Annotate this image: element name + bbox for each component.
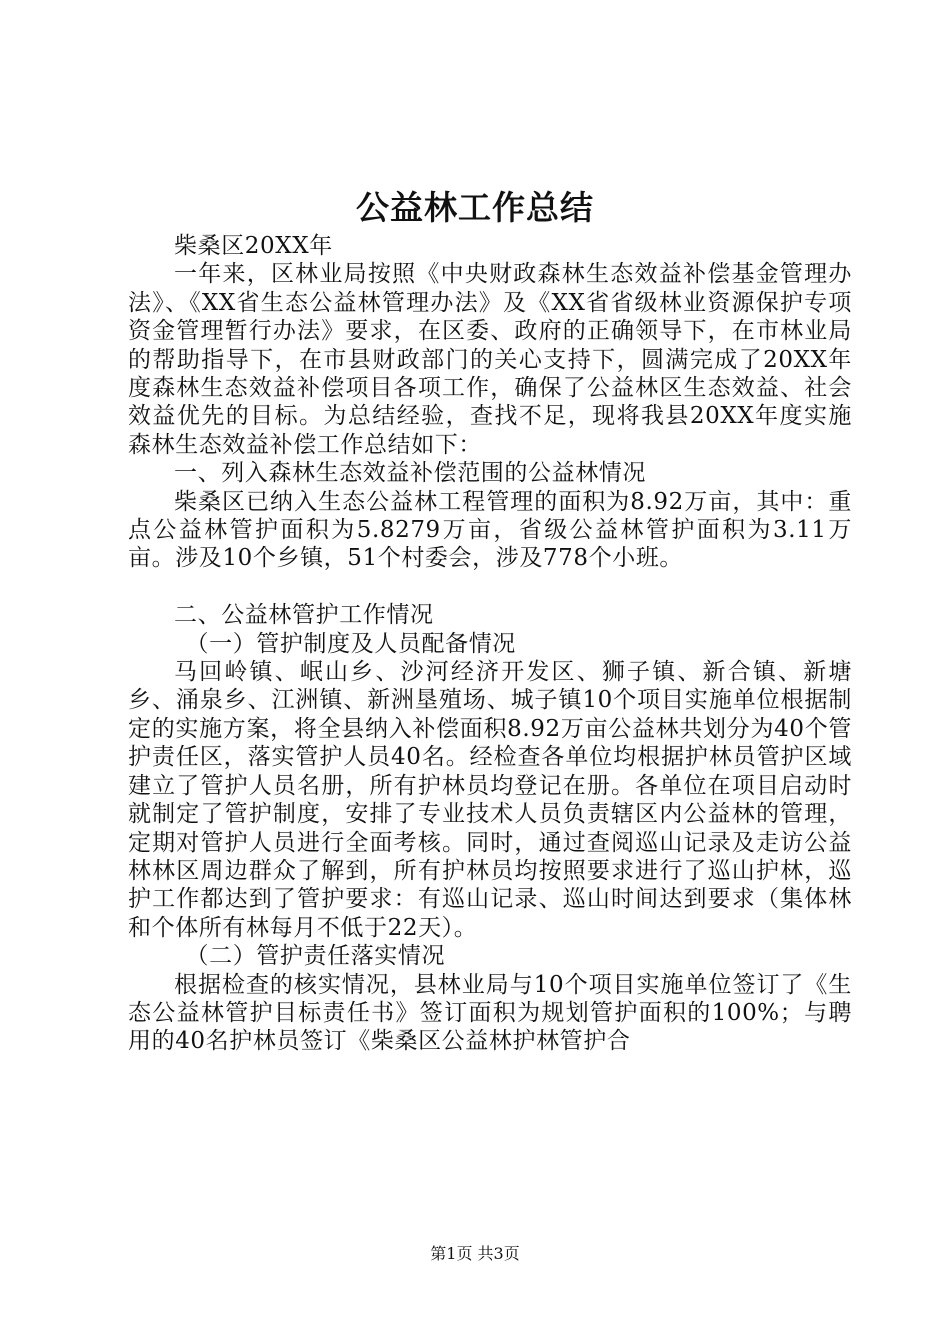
paragraph-spacer bbox=[128, 573, 852, 601]
document-body bbox=[128, 232, 852, 1056]
document-subtitle: 柴桑区20XX年 bbox=[174, 233, 333, 259]
subsection-heading-2: （二）管护责任落实情况 bbox=[185, 943, 446, 970]
document-title: 公益林工作总结 bbox=[356, 188, 594, 227]
section-heading-1: 一、列入森林生态效益补偿范围的公益林情况 bbox=[174, 460, 646, 487]
paragraph-staffing: 马回岭镇、岷山乡、沙河经济开发区、狮子镇、新合镇、新塘乡、涌泉乡、江洲镇、新洲垦殖场、城子镇10个项目实施单位根据制定的实施方案，将全县纳入补偿面积8.92万亩公益林共划分为40个管护责任区，落实管护人员40名。经检查各单位均根据护林员管护区域建立了管护人员名册，所有护林员均登记在册。各单位在项目启动时就制定了管护制度，安排了专业技术人员负责辖区内公益林的管理，定期对管护人员进行全面考核。同时，通过查阅巡山记录及走访公益林林区周边群众了解到，所有护林员均按照要求进行了巡山护林，巡护工作都达到了管护要求：有巡山记录、巡山时间达到要求（集体林和个体所有林每月不低于22天）。 bbox=[128, 659, 852, 941]
paragraph-responsibility: 根据检查的核实情况，县林业局与10个项目实施单位签订了《生态公益林管护目标责任书》签订面积为规划管护面积的100%；与聘用的40名护林员签订《柴桑区公益林护林管护合 bbox=[128, 971, 852, 1055]
page-number-footer: 第1页 共3页 bbox=[430, 1244, 520, 1263]
section-heading-2: 二、公益林管护工作情况 bbox=[174, 602, 434, 629]
paragraph-scope: 柴桑区已纳入生态公益林工程管理的面积为8.92万亩，其中：重点公益林管护面积为5.8279万亩，省级公益林管护面积为3.11万亩。涉及10个乡镇，51个村委会，涉及778个小班。 bbox=[128, 488, 852, 572]
paragraph-intro: 一年来，区林业局按照《中央财政森林生态效益补偿基金管理办法》、《XX省生态公益林管理办法》及《XX省省级林业资源保护专项资金管理暂行办法》要求，在区委、政府的正确领导下，在市林业局的帮助指导下，在市县财政部门的关心支持下，圆满完成了20XX年度森林生态效益补偿项目各项工作，确保了公益林区生态效益、社会效益优先的目标。为总结经验，查找不足，现将我县20XX年度实施森林生态效益补偿工作总结如下： bbox=[128, 261, 852, 458]
subsection-heading-1: （一）管护制度及人员配备情况 bbox=[185, 630, 516, 657]
